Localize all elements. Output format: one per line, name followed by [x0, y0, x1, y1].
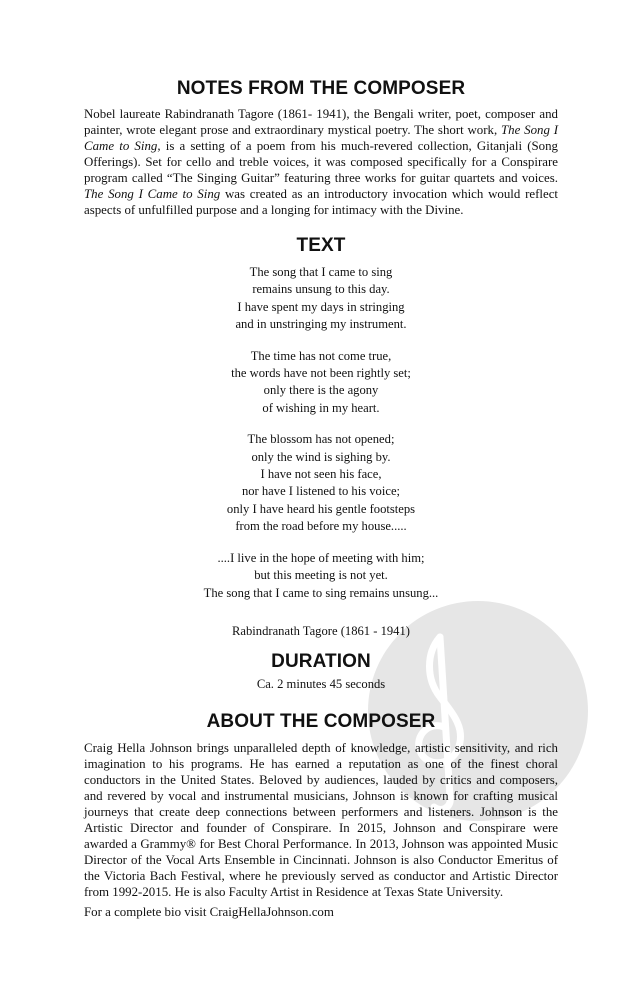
work-title-2: The Song I Came to Sing [84, 187, 221, 201]
poem-line: I have spent my days in stringing [237, 299, 405, 314]
about-paragraph: Craig Hella Johnson brings unparalleled depth of knowledge, artistic sensitivity, and rich imagination to his programs. He has earned a reputation as one of the finest choral conductors in the United States. Beloved by audiences, lauded by critics and composers, and revered by vocal and instrumental musicians, Johnson is known for crafting musical journeys that create deep connections between performers and listeners. Johnson is the Artistic Director and founder of Conspirare. In 2015, Johnson and Conspirare were awarded a Grammy® for Best Choral Performance. In 2013, Johnson was appointed Music Director of the Vocal Arts Ensemble in Cincinnati. Johnson is also Conductor Emeritus of the Victoria Bach Festival, where he previously served as conductor and Artistic Director from 1992-2015. He is also Faculty Artist in Residence at Texas State University. [84, 741, 558, 899]
poem-line: remains unsung to this day. [252, 282, 390, 297]
poem-stanza [84, 264, 558, 334]
notes-text-3: was created as an introductory invocation which would reflect aspects of unfulfilled purpose and a longing for intimacy with the Divine. [84, 187, 558, 217]
poem-line: nor have I listened to his voice; [241, 484, 401, 499]
poem-line: the words have not been rightly set; [231, 366, 411, 381]
poem-line: The time has not come true, [250, 348, 392, 363]
notes-text-1: Nobel laureate Rabindranath Tagore (1861- 1941), the Bengali writer, poet, composer and painter, wrote elegant prose and extraordinary mystical poetry. The short work, [84, 107, 558, 137]
poem-line: only there is the agony [263, 383, 379, 398]
duration-value: Ca. 2 minutes 45 seconds [256, 677, 386, 691]
notes-paragraph [84, 106, 558, 218]
poem-line: and in unstringing my instrument. [235, 317, 407, 332]
duration-heading: DURATION [271, 651, 371, 672]
notes-text-2: , is a setting of a poem from his much-revered collection, Gitanjali (Song Offerings). Set for cello and treble voices, it was composed specifically for a Conspirare program called “The Singing Guitar” featuring three works for guitar quartets and voices. [84, 139, 558, 185]
poem-line: I have not seen his face, [260, 467, 382, 482]
poem-stanza [84, 431, 558, 535]
poem-line: only the wind is sighing by. [251, 449, 391, 464]
poem-stanza [84, 348, 558, 418]
poem-line: of wishing in my heart. [262, 400, 380, 415]
poem-line: The song that I came to sing remains unsung... [203, 585, 439, 600]
bio-link-text: For a complete bio visit CraigHellaJohnson.com [84, 905, 334, 919]
poem-line: but this meeting is not yet. [254, 568, 388, 583]
poem-line: only I have heard his gentle footsteps [226, 501, 416, 516]
text-heading: TEXT [296, 235, 346, 256]
poem-line: ....I live in the hope of meeting with him; [217, 550, 425, 565]
poem-attribution: Rabindranath Tagore (1861 - 1941) [232, 624, 410, 638]
poem [84, 264, 558, 616]
poem-stanza [84, 550, 558, 602]
poem-line: from the road before my house..... [235, 519, 407, 534]
notes-heading: NOTES FROM THE COMPOSER [176, 78, 466, 99]
poem-line: The song that I came to sing [249, 265, 393, 279]
work-title-1: The Song I Came to Sing [84, 123, 559, 153]
about-heading: ABOUT THE COMPOSER [206, 711, 436, 732]
poem-line: The blossom has not opened; [247, 432, 395, 447]
